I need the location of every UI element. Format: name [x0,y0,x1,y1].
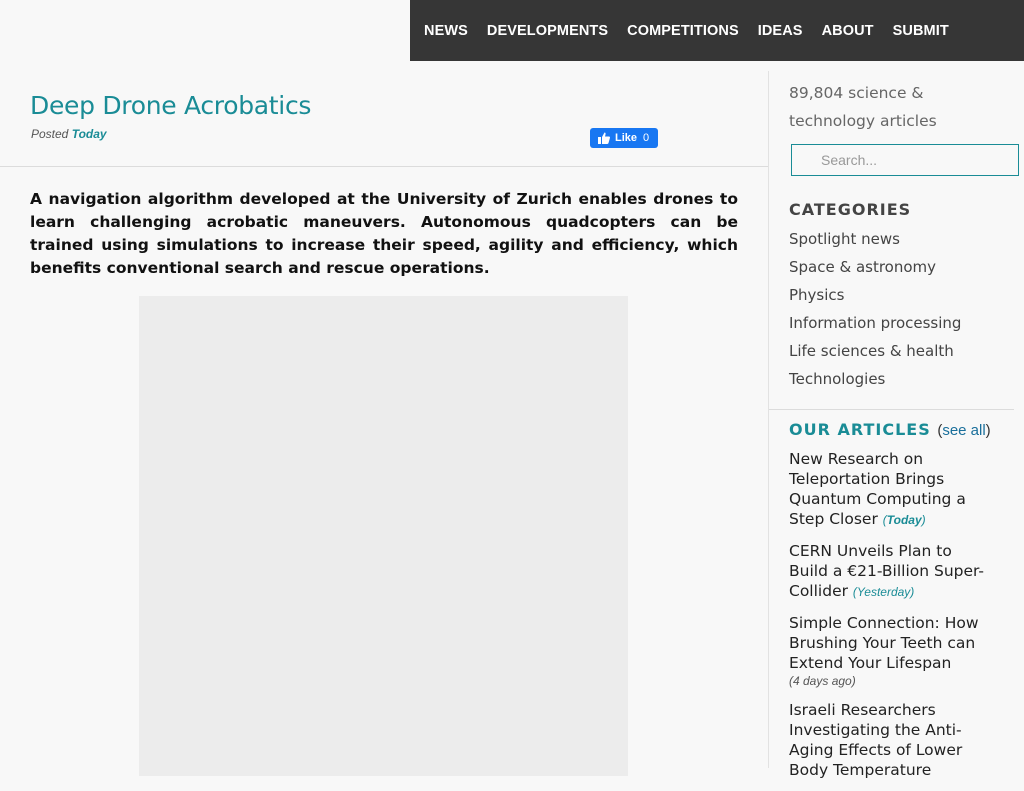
article-date: (Today) [882,513,926,527]
article-list [789,449,989,791]
posted-line [31,127,107,141]
category-list [789,225,961,393]
category-physics[interactable]: Physics [789,286,845,304]
sidebar-divider [768,71,769,768]
article-link[interactable]: CERN Unveils Plan to Build a €21-Billion Super-Collider [789,542,984,600]
sidebar-section-divider [769,409,1014,410]
article-date-value: Yesterday [856,585,911,599]
our-articles-title [789,420,991,439]
list-item[interactable] [789,541,989,602]
header-divider [0,166,768,167]
facebook-like-label: Like [615,132,638,144]
category-technologies[interactable]: Technologies [789,370,886,388]
article-link[interactable]: Israeli Researchers Investigating the Anti-Aging Effects of Lower Body Temperature [789,701,963,779]
article-lead: A navigation algorithm developed at the University of Zurich enables drones to learn challenging acrobatic maneuvers. Autonomous quadcopters can be trained using simulations to increase their speed, agility and efficiency, which benefits conventional search and rescue operations. [30,190,738,277]
categories-title: CATEGORIES [789,200,912,219]
facebook-like-button[interactable] [590,128,658,148]
article-link[interactable]: New Research on Teleportation Brings Quantum Computing a Step Closer [789,450,966,528]
article-date-value: Today [886,513,922,527]
list-item[interactable] [789,613,989,689]
nav-developments[interactable]: DEVELOPMENTS [486,22,609,39]
facebook-like-count: 0 [643,132,650,144]
category-life-sciences-health[interactable]: Life sciences & health [789,342,954,360]
article-count: 89,804 science & technology articles [789,84,937,130]
article-date-value: 4 days ago [793,674,852,688]
list-item[interactable] [789,449,989,530]
article-title: Deep Drone Acrobatics [30,91,312,120]
category-information-processing[interactable]: Information processing [789,314,962,332]
nav-about[interactable]: ABOUT [821,22,874,39]
article-image [139,296,628,776]
list-item[interactable] [789,700,989,780]
our-articles-heading: OUR ARTICLES [789,420,931,439]
thumbs-up-icon [598,132,610,144]
posted-label: Posted [31,127,69,141]
category-spotlight-news[interactable]: Spotlight news [789,230,900,248]
article-date: (4 days ago) [789,674,856,688]
posted-date: Today [71,127,107,141]
article-main [0,61,768,768]
nav-submit[interactable]: SUBMIT [892,22,949,39]
nav-competitions[interactable]: COMPETITIONS [627,22,739,39]
see-all-link[interactable]: see all [942,422,986,439]
article-date: (Yesterday) [852,585,915,599]
nav-news[interactable]: NEWS [424,22,468,39]
category-space-astronomy[interactable]: Space & astronomy [789,258,937,276]
see-all-wrapper: (see all) [937,422,991,439]
search-input[interactable] [791,144,1019,176]
article-link[interactable]: Simple Connection: How Brushing Your Teeth can Extend Your Lifespan [789,614,979,672]
nav-ideas[interactable]: IDEAS [757,22,803,39]
top-nav [410,0,1024,61]
